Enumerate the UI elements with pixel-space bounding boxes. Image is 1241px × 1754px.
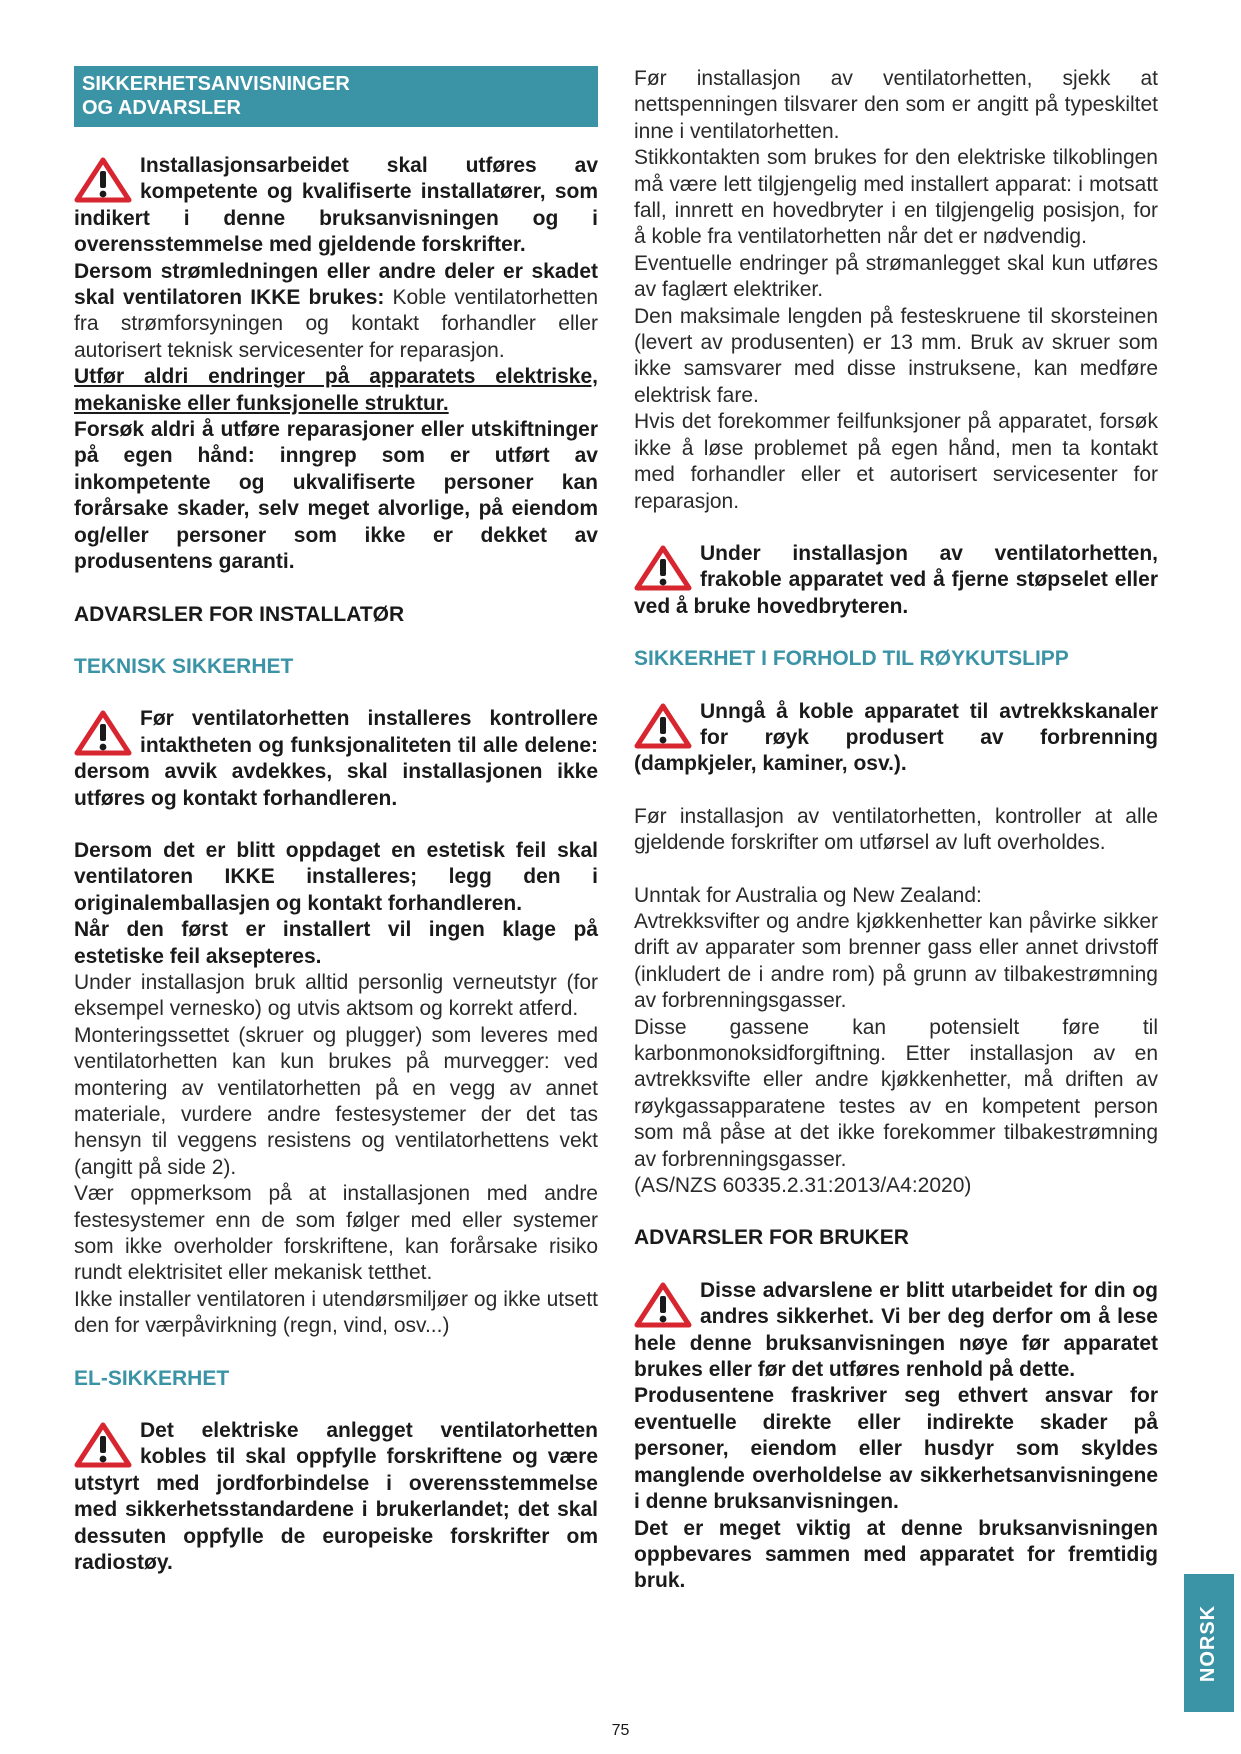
liability-paragraph: Produsentene fraskriver seg ethvert ansvar for eventuelle direkte eller indirekte skader på personer, eiendom eller husdyr som skyldes manglende overholdelse av sikkerhetsanvisningene i denne bruksanvisningen. [634, 1384, 1158, 1514]
damaged-cable-bold: Dersom strømledningen eller andre deler er skadet skal ventilatoren IKKE brukes: [74, 259, 598, 310]
keep-manual-paragraph: Det er meget viktig at denne bruksanvisningen oppbevares sammen med apparatet for fremtidig bruk. [634, 1516, 1158, 1593]
warning-text-disconnect: Under installasjon av ventilatorhetten, frakoble apparatet ved å fjerne støpselet eller ved å bruke hovedbryteren. [634, 541, 1158, 618]
screw-length-paragraph: Den maksimale lengden på festeskruene til skorsteinen (levert av produsenten) er 13 mm. Bruk av skruer som ikke samsvarer med disse instruksene, kan medføre elektrisk fare. [634, 304, 1158, 407]
warning-block-inspect [74, 706, 598, 812]
standard-reference: (AS/NZS 60335.2.31:2013/A4:2020) [634, 1174, 972, 1198]
warning-block-user [634, 1278, 1158, 1384]
warning-triangle-icon [74, 710, 132, 756]
technical-safety-heading: TEKNISK SIKKERHET [74, 654, 294, 678]
no-claim-paragraph: Når den først er installert vil ingen klage på estetiske feil aksepteres. [74, 918, 598, 968]
spacer [74, 812, 598, 838]
spacer [634, 778, 1158, 804]
installer-warnings-heading: ADVARSLER FOR INSTALLATØR [74, 602, 405, 626]
spacer [634, 857, 1158, 883]
page-number: 75 [611, 1722, 630, 1739]
section-banner [74, 66, 598, 127]
no-repairs-paragraph: Forsøk aldri å utføre reparasjoner eller utskiftninger på egen hånd: inngrep som er utført av inkompetente og ukvalifiserte personer kan forårsake skader, selv meget alvorlige, på eiendom og/eller personer som ikke er dekket av produsentens garanti. [74, 418, 598, 574]
warning-block-installers [74, 153, 598, 259]
outdoor-paragraph: Ikke installer ventilatoren i utendørsmiljøer og ikke utsett den for værpåvirkning (regn, vind, osv...) [74, 1287, 598, 1338]
warning-block-disconnect [634, 541, 1158, 620]
air-rules-paragraph: Før installasjon av ventilatorhetten, kontroller at alle gjeldende forskrifter om utførsel av luft overholdes. [634, 804, 1158, 855]
warning-text-installers: Installasjonsarbeidet skal utføres av kompetente og kvalifiserte installatører, som indikert i denne bruksanvisningen og i overensstemmelse med gjeldende forskrifter. [74, 154, 598, 257]
warning-text-flue: Unngå å koble apparatet til avtrekkskanaler for røyk produsert av forbrenning (dampkjeler, kaminer, osv.). [634, 699, 1158, 776]
exhaust-fans-paragraph: Avtrekksvifter og andre kjøkkenhetter kan påvirke sikker drift av apparater som brenner gass eller annet drivstoff (inkludert de i andre rom) på grunn av tilbakestrømning av forbrenningsgasser. [634, 909, 1158, 1013]
ppe-paragraph: Under installasjon bruk alltid personlig verneutstyr (for eksempel vernesko) og utvis aktsom og korrekt atferd. [74, 970, 598, 1021]
warning-text-user: Disse advarslene er blitt utarbeidet for din og andres sikkerhet. Vi ber deg derfor om å lese hele denne bruksanvisningen nøye før apparatet brukes eller før det utføres renhold på dette. [634, 1278, 1158, 1382]
exception-paragraph: Unntak for Australia og New Zealand: [634, 883, 982, 907]
banner-line-2: OG ADVARSLER [82, 97, 241, 119]
malfunction-paragraph: Hvis det forekommer feilfunksjoner på apparatet, forsøk ikke å løse problemet på egen hånd, men ta kontakt med forhandler eller et autorisert servicesenter for reparasjon. [634, 410, 1158, 513]
warning-text-inspect: Før ventilatorhetten installeres kontrollere intaktheten og funksjonaliteten til alle delene: dersom avvik avdekkes, skal installasjonen ikke utføres og kontakt forhandleren. [74, 707, 598, 810]
other-fixings-paragraph: Vær oppmerksom på at installasjonen med andre festesystemer enn de som følger med eller systemer som ikke overholder forskriftene, kan forårsake risiko rundt elektrisitet eller mekanisk tetthet. [74, 1182, 598, 1285]
banner-line-1: SIKKERHETSANVISNINGER [82, 73, 350, 95]
warning-text-electrical: Det elektriske anlegget ventilatorhetten kobles til skal oppfylle forskriftene og være utstyrt med jordforbindelse i overensstemmelse med sikkerhetsstandardene i brukerlandet; det skal dessuten oppfylle de europeiske forskrifter om radiostøy. [74, 1419, 598, 1575]
carbon-monoxide-paragraph: Disse gassene kan potensielt føre til karbonmonoksidforgiftning. Etter installasjon av en avtrekksvifte eller andre kjøkkenhetter, må driften av røykgassapparatene testes av en kompetent person som må påse at det ikke forekommer tilbakestrømning av forbrenningsgasser. [634, 1015, 1158, 1171]
warning-triangle-icon [74, 157, 132, 203]
mounting-kit-paragraph: Monteringssettet (skruer og plugger) som leveres med ventilatorhetten kan kun brukes på murvegger: ved montering av ventilatorhetten på en vegg av annet materiale, vurdere andre festesystemer der det tas hensyn til veggens resistens og ventilatorhettens vekt (angitt på side 2). [74, 1023, 598, 1179]
warning-block-flue [634, 699, 1158, 778]
language-label: NORSK [1197, 1604, 1220, 1682]
electrical-safety-heading: EL-SIKKERHET [74, 1366, 230, 1390]
electrician-paragraph: Eventuelle endringer på strømanlegget skal kun utføres av faglært elektriker. [634, 251, 1158, 302]
damaged-cable-text: Koble ventilatorhetten fra strømforsyningen og kontakt forhandler eller autorisert teknisk servicesenter for reparasjon. [74, 286, 598, 362]
language-side-tab [1184, 1574, 1234, 1712]
warning-block-electrical [74, 1418, 598, 1576]
left-column [74, 66, 598, 1577]
damaged-cable-paragraph [74, 259, 598, 365]
mains-check-paragraph: Før installasjon av ventilatorhetten, sjekk at nettspenningen tilsvarer den som er angitt på typeskiltet inne i ventilatorhetten. [634, 67, 1158, 143]
warning-triangle-icon [634, 545, 692, 591]
spacer [634, 515, 1158, 541]
user-warnings-heading: ADVARSLER FOR BRUKER [634, 1226, 909, 1250]
no-changes-paragraph: Utfør aldri endringer på apparatets elektriske, mekaniske eller funksjonelle struktur. [74, 365, 598, 415]
socket-paragraph: Stikkontakten som brukes for den elektriske tilkoblingen må være lett tilgjengelig med installert apparat: i motsatt fall, innrett en hovedbryter i en tilgjengelig posisjon, for å koble fra ventilatorhetten når det er nødvendig. [634, 146, 1158, 249]
aesthetic-defect-paragraph: Dersom det er blitt oppdaget en estetisk feil skal ventilatoren IKKE installeres; legg den i originalemballasjen og kontakt forhandleren. [74, 838, 598, 915]
smoke-safety-heading: SIKKERHET I FORHOLD TIL RØYKUTSLIPP [634, 647, 1069, 671]
right-column [634, 66, 1158, 1595]
warning-triangle-icon [634, 703, 692, 749]
warning-triangle-icon [74, 1422, 132, 1468]
warning-triangle-icon [634, 1282, 692, 1328]
